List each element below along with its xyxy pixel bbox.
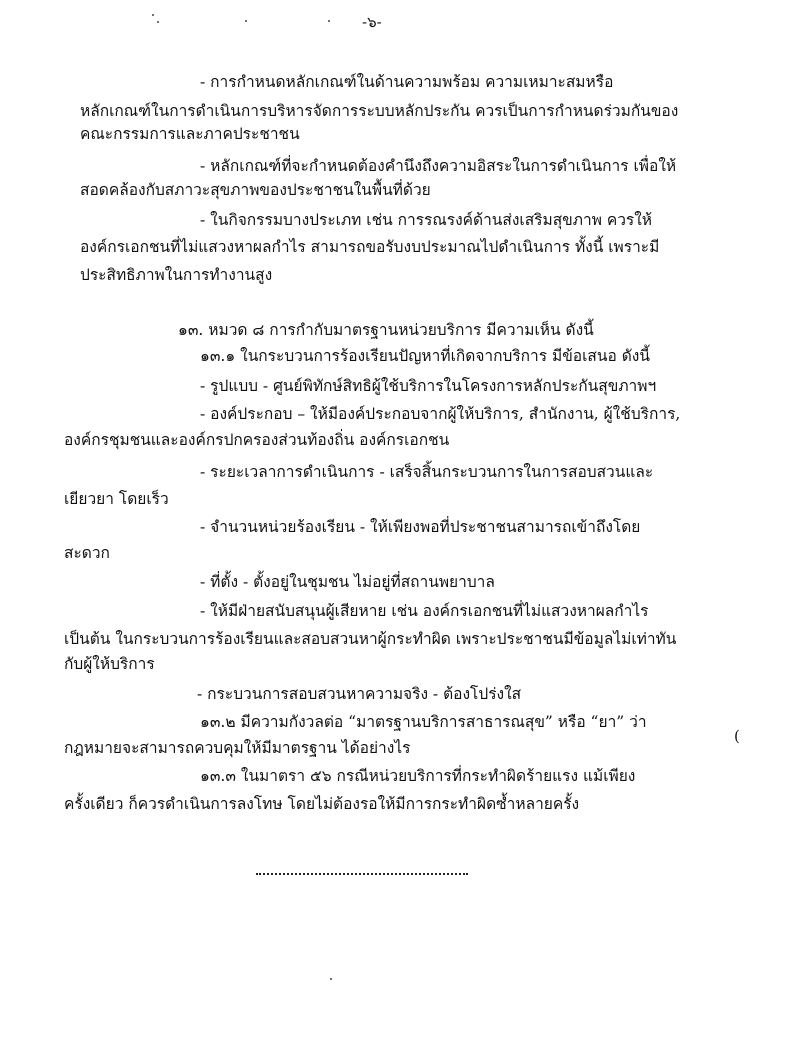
section-heading: ๑๓. หมวด ๘ การกำกับมาตรฐานหน่วยบริการ มีความเห็น ดังนี้ <box>178 321 594 339</box>
scan-speck <box>152 14 154 16</box>
text-line: เยียวยา โดยเร็ว <box>64 490 169 508</box>
subsection-heading: ๑๓.๑ ในกระบวนการร้องเรียนปัญหาที่เกิดจากบริการ มีข้อเสนอ ดังนี้ <box>200 347 650 365</box>
scan-speck <box>328 20 330 22</box>
text-line: - ในกิจกรรมบางประเภท เช่น การรณรงค์ด้านส่งเสริมสุขภาพ ควรให้ <box>200 211 653 229</box>
page-number: -๖- <box>362 13 382 31</box>
bullet-item: - กระบวนการสอบสวนหาความจริง - ต้องโปร่งใส <box>197 685 522 703</box>
text-line: - การกำหนดหลักเกณฑ์ในด้านความพร้อม ความเหมาะสมหรือ <box>200 73 614 91</box>
scan-speck <box>245 20 247 22</box>
scan-speck <box>157 21 159 23</box>
bullet-item: - ที่ตั้ง - ตั้งอยู่ในชุมชน ไม่อยู่ที่สถานพยาบาล <box>200 573 495 591</box>
margin-mark: ( <box>734 727 740 745</box>
text-line: คณะกรรมการและภาคประชาชน <box>80 125 300 143</box>
text-line: - หลักเกณฑ์ที่จะกำหนดต้องคำนึงถึงความอิสระในการดำเนินการ เพื่อให้ <box>200 157 677 175</box>
text-line: สะดวก <box>64 544 110 562</box>
scan-speck <box>330 978 332 980</box>
text-line: เป็นต้น ในกระบวนการร้องเรียนและสอบสวนหาผู้กระทำผิด เพราะประชาชนมีข้อมูลไม่เท่าทัน <box>64 630 677 648</box>
text-line: กับผู้ให้บริการ <box>64 655 155 673</box>
bullet-item: - ให้มีฝ่ายสนับสนุนผู้เสียหาย เช่น องค์กรเอกชนที่ไม่แสวงหาผลกำไร <box>200 602 649 620</box>
bullet-item: - รูปแบบ - ศูนย์พิทักษ์สิทธิผู้ใช้บริการในโครงการหลักประกันสุขภาพฯ <box>200 377 657 395</box>
end-of-document-divider <box>256 873 468 875</box>
subsection-heading: ๑๓.๒ มีความกังวลต่อ “มาตรฐานบริการสาธารณสุข” หรือ “ยา” ว่า <box>200 713 647 731</box>
text-line: สอดคล้องกับสภาวะสุขภาพของประชาชนในพื้นที่ด้วย <box>80 181 431 199</box>
text-line: หลักเกณฑ์ในการดำเนินการบริหารจัดการระบบหลักประกัน ควรเป็นการกำหนดร่วมกันของ <box>80 102 679 120</box>
text-line: ประสิทธิภาพในการทำงานสูง <box>80 266 273 284</box>
text-line: กฎหมายจะสามารถควบคุมให้มีมาตรฐาน ได้อย่างไร <box>64 739 411 757</box>
text-line: องค์กรเอกชนที่ไม่แสวงหาผลกำไร สามารถขอรับงบประมาณไปดำเนินการ ทั้งนี้ เพราะมี <box>80 238 660 256</box>
bullet-item: - องค์ประกอบ – ให้มีองค์ประกอบจากผู้ให้บริการ, สำนักงาน, ผู้ใช้บริการ, <box>200 405 681 423</box>
text-line: องค์กรชุมชนและองค์กรปกครองส่วนท้องถิ่น องค์กรเอกชน <box>64 431 450 449</box>
subsection-heading: ๑๓.๓ ในมาตรา ๕๖ กรณีหน่วยบริการที่กระทำผิดร้ายแรง แม้เพียง <box>200 767 636 785</box>
bullet-item: - ระยะเวลาการดำเนินการ - เสร็จสิ้นกระบวนการในการสอบสวนและ <box>200 463 654 481</box>
bullet-item: - จำนวนหน่วยร้องเรียน - ให้เพียงพอที่ประชาชนสามารถเข้าถึงโดย <box>200 518 641 536</box>
text-line: ครั้งเดียว ก็ควรดำเนินการลงโทษ โดยไม่ต้องรอให้มีการกระทำผิดซ้ำหลายครั้ง <box>64 795 580 813</box>
